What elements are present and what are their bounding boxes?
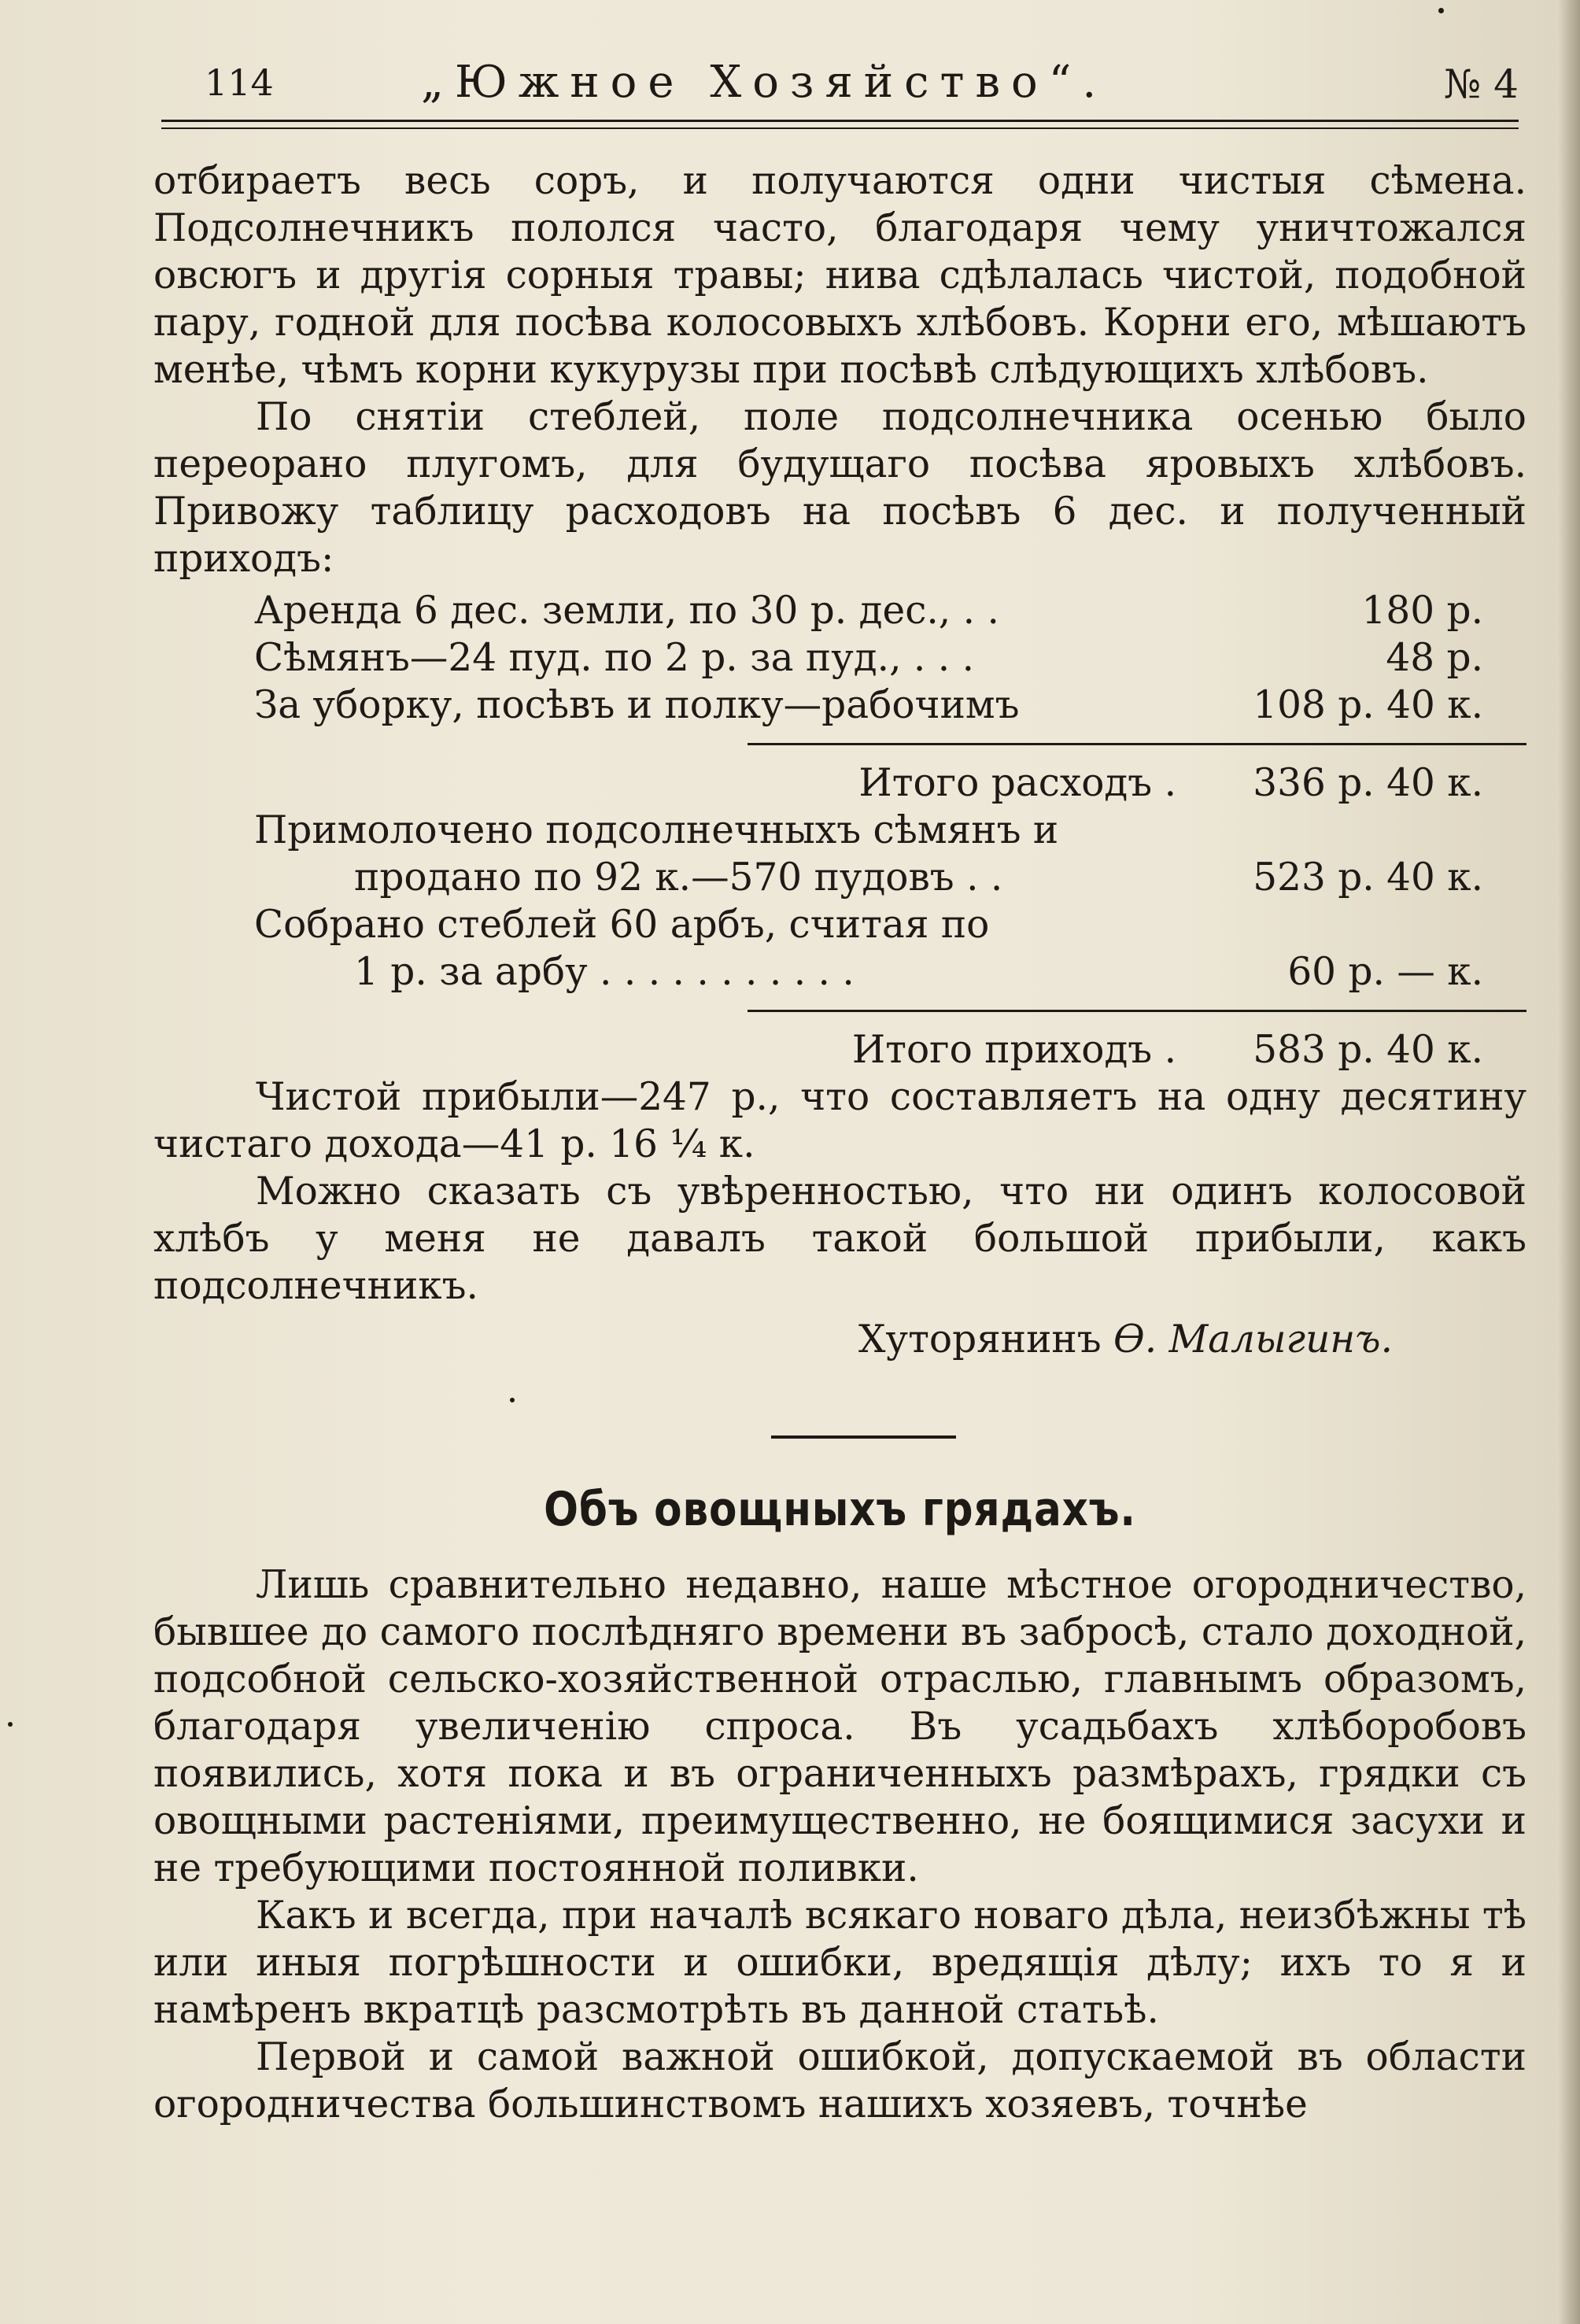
print-speck xyxy=(1438,8,1444,13)
row-amount: 48 р. xyxy=(1386,636,1483,680)
paragraph-intro: отбираетъ весь соръ, и получаются одни чистыя сѣмена. Подсолнечникъ пололся часто, благодаря чему уничтожался овсюгъ и другія сорныя травы; нива сдѣлалась чистой, подобной пару, годной для посѣва колосовыхъ хлѣбовъ. Корни его, мѣшаютъ менѣе, чѣмъ корни кукурузы при посѣвѣ слѣдующихъ хлѣбовъ. xyxy=(153,159,1526,392)
total-rule xyxy=(748,1010,1526,1012)
section-separator xyxy=(771,1435,956,1439)
row-amount: 108 р. 40 к. xyxy=(1253,683,1483,727)
row-label: Сѣмянъ—24 пуд. по 2 р. за пуд., . . . xyxy=(254,636,974,680)
total-amount: 583 р. 40 к. xyxy=(1253,1028,1483,1072)
income-total-row xyxy=(153,1026,1526,1073)
print-speck xyxy=(510,1398,515,1402)
article-paragraph-1: Лишь сравнительно недавно, наше мѣстное огородничество, бывшее до самого послѣдняго времени въ забросѣ, стало доходной, подсобной сельско-хозяйственной отраслью, главнымъ образомъ, благодаря увеличенію спроса. Въ усадьбахъ хлѣборобовъ появились, хотя пока и въ ограниченныхъ размѣрахъ, грядки съ овощными растеніями, преимущественно, не боящимися засухи и не требующими постоянной поливки. xyxy=(153,1563,1526,1890)
header-rule-top xyxy=(161,120,1519,122)
signature-name: Ѳ. Малыгинъ. xyxy=(1113,1317,1393,1362)
signature xyxy=(153,1316,1526,1363)
header-rule-bottom xyxy=(161,127,1519,129)
total-label: Итого расходъ . xyxy=(858,761,1176,805)
journal-title: „Южное Хозяйство“. xyxy=(421,57,1108,108)
expense-total-row xyxy=(153,759,1526,807)
row-amount: 60 р. — к. xyxy=(1287,950,1483,994)
signature-prefix: Хуторянинъ xyxy=(858,1317,1102,1362)
expense-income-table xyxy=(153,587,1526,1073)
article-paragraph-2: Какъ и всегда, при началѣ всякаго новаго дѣла, неизбѣжны тѣ или иныя погрѣшности и ошибки, вредящія дѣлу; ихъ то я и намѣренъ вкратцѣ разсмотрѣть въ данной статьѣ. xyxy=(153,1894,1526,2032)
issue-number: № 4 xyxy=(1443,61,1519,107)
income-row xyxy=(153,854,1526,901)
row-label: Аренда 6 дес. земли, по 30 р. дес., . . xyxy=(254,589,999,633)
income-row xyxy=(153,901,1526,948)
print-speck xyxy=(8,1722,13,1727)
row-label: продано по 92 к.—570 пудовъ . . xyxy=(354,855,1003,900)
page-number: 114 xyxy=(205,61,274,104)
total-rule xyxy=(748,743,1526,745)
row-label: Примолочено подсолнечныхъ сѣмянъ и xyxy=(254,808,1059,852)
expense-row xyxy=(153,682,1526,729)
row-label: 1 р. за арбу . . . . . . . . . . . xyxy=(354,950,855,994)
book-spine-shadow xyxy=(1558,0,1580,2324)
paragraph-conclusion: Можно сказать съ увѣренностью, что ни одинъ колосовой хлѣбъ у меня не давалъ такой большой прибыли, какъ подсолнечникъ. xyxy=(153,1169,1526,1308)
row-amount: 180 р. xyxy=(1361,589,1483,633)
expense-row xyxy=(153,634,1526,682)
income-row xyxy=(153,948,1526,996)
row-amount xyxy=(1184,807,1526,854)
row-label: Собрано стеблей 60 арбъ, считая по xyxy=(254,903,990,947)
row-amount: 523 р. 40 к. xyxy=(1253,855,1483,900)
total-amount: 336 р. 40 к. xyxy=(1253,761,1483,805)
income-row xyxy=(153,807,1526,854)
paragraph-profit: Чистой прибыли—247 р., что составляетъ на одну десятину чистаго дохода—41 р. 16 ¼ к. xyxy=(153,1075,1526,1166)
paragraph-after-harvest: По снятіи стеблей, поле подсолнечника осенью было переорано плугомъ, для будущаго посѣва яровыхъ хлѣбовъ. Привожу таблицу расходовъ на посѣвъ 6 дес. и полученный приходъ: xyxy=(153,395,1526,581)
running-header xyxy=(161,54,1519,124)
row-amount xyxy=(1184,901,1526,948)
page-body xyxy=(153,157,1526,2128)
article-heading: Объ овощныхъ грядахъ. xyxy=(544,1482,1136,1537)
expense-row xyxy=(153,587,1526,634)
total-label: Итого приходъ . xyxy=(851,1028,1176,1072)
article-paragraph-3: Первой и самой важной ошибкой, допускаемой въ области огородничества большинствомъ нашихъ хозяевъ, точнѣе xyxy=(153,2035,1526,2126)
row-label: За уборку, посѣвъ и полку—рабочимъ xyxy=(254,683,1020,727)
